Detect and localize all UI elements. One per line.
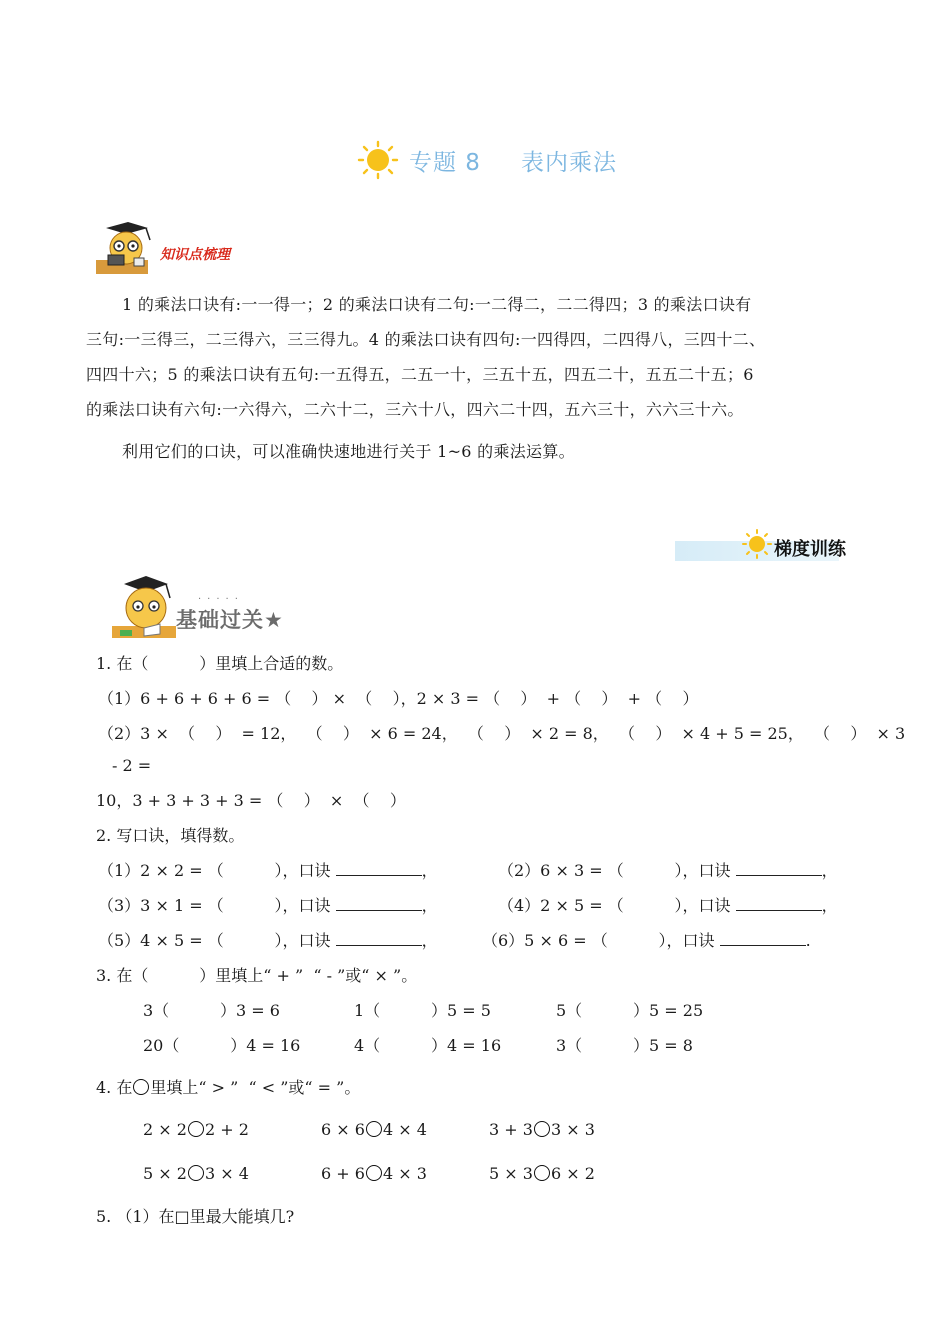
q3-item: 1（ ）5 = 5 — [354, 1001, 491, 1020]
answer-blank[interactable] — [720, 931, 806, 946]
title-name: 表内乘法 — [520, 149, 617, 176]
answer-blank[interactable] — [736, 896, 822, 911]
scholar-reading-icon — [110, 572, 178, 642]
sun-icon — [740, 528, 774, 560]
training-label: 梯度训练 — [774, 539, 846, 560]
q2-item: （2）6 × 3 = （ ），口诀 ， — [498, 861, 838, 880]
q2-item: （3）3 × 1 = （ ），口诀 ， — [98, 896, 438, 915]
q4-item: 3 + 3 3 × 3 — [489, 1120, 595, 1139]
q2-item: （5）4 × 5 = （ ），口诀 ， — [98, 931, 438, 950]
q1-line-2: （2）3 × （ ） = 12， （ ） × 6 = 24， （ ） × 2 = 8， （ ） × 4 + 5 = 25， （ ） × 3 — [98, 724, 906, 743]
knowledge-badge — [90, 218, 265, 280]
q2-item: （6）5 × 6 = （ ），口诀 . — [482, 931, 811, 950]
knowledge-summary: 利用它们的口诀，可以准确快速地进行关于 1~6 的乘法运算。 — [122, 442, 575, 461]
q2-item: （1）2 × 2 = （ ），口诀 ， — [98, 861, 438, 880]
knowledge-line: 三句:一三得三，二三得六，三三得九。4 的乘法口诀有四句:一四得四，二四得八，三四十二、 — [86, 330, 766, 349]
q2-item: （4）2 × 5 = （ ），口诀 ， — [498, 896, 838, 915]
compare-circle[interactable] — [534, 1165, 550, 1181]
q3-item: 3（ ）3 = 6 — [143, 1001, 280, 1020]
basic-badge — [110, 572, 320, 644]
q5-stem: 5. （1）在□里最大能填几? — [96, 1207, 295, 1226]
q4-item: 5 × 3 6 × 2 — [489, 1164, 595, 1183]
compare-circle[interactable] — [188, 1121, 204, 1137]
q3-item: 4（ ）4 = 16 — [354, 1036, 502, 1055]
answer-blank[interactable] — [736, 861, 822, 876]
q3-item: 20（ ）4 = 16 — [143, 1036, 301, 1055]
q1-line-3: - 2 = — [112, 756, 152, 775]
basic-label: 基础过关★ — [176, 608, 284, 632]
answer-blank[interactable] — [336, 931, 422, 946]
sun-icon — [355, 140, 401, 180]
q1-stem: 1. 在（ ）里填上合适的数。 — [96, 654, 344, 673]
scholar-mascot-icon — [90, 218, 158, 280]
q3-item: 5（ ）5 = 25 — [556, 1001, 704, 1020]
answer-blank[interactable] — [336, 896, 422, 911]
knowledge-line: 的乘法口诀有六句:一六得六，二六十二，三六十八，四六二十四，五六三十，六六三十六。 — [86, 400, 744, 419]
compare-circle[interactable] — [366, 1165, 382, 1181]
q3-item: 3（ ）5 = 8 — [556, 1036, 693, 1055]
q4-item: 2 × 2 2 + 2 — [143, 1120, 249, 1139]
q4-item: 6 × 6 4 × 4 — [321, 1120, 427, 1139]
q4-item: 6 + 6 4 × 3 — [321, 1164, 427, 1183]
compare-circle[interactable] — [366, 1121, 382, 1137]
compare-circle[interactable] — [188, 1165, 204, 1181]
q4-item: 5 × 2 3 × 4 — [143, 1164, 249, 1183]
knowledge-line: 四四十六；5 的乘法口诀有五句:一五得五，二五一十，三五十五，四五二十，五五二十五；6 — [86, 365, 754, 384]
knowledge-label: 知识点梳理 — [160, 247, 230, 263]
compare-circle[interactable] — [534, 1121, 550, 1137]
q2-stem: 2. 写口诀，填得数。 — [96, 826, 245, 845]
knowledge-paragraph — [86, 287, 886, 427]
answer-blank[interactable] — [336, 861, 422, 876]
dot-row: ····· — [198, 594, 244, 605]
circle-icon — [133, 1079, 149, 1095]
title-topic: 专题 8 — [409, 149, 481, 176]
knowledge-line: 1 的乘法口诀有:一一得一；2 的乘法口诀有二句:一二得二，二二得四；3 的乘法口诀有 — [122, 295, 752, 314]
page-title — [355, 140, 617, 180]
q4-stem: 4. 在 里填上“ > ” “ < ”或“ = ”。 — [96, 1078, 361, 1097]
q1-line-1: （1）6 + 6 + 6 + 6 = （ ） × （ ），2 × 3 = （ ） + （ ） + （ ） — [98, 689, 699, 708]
q3-stem: 3. 在（ ）里填上“ + ” “ - ”或“ × ”。 — [96, 966, 418, 985]
q1-line-4: 10，3 + 3 + 3 + 3 = （ ） × （ ） — [96, 791, 406, 810]
